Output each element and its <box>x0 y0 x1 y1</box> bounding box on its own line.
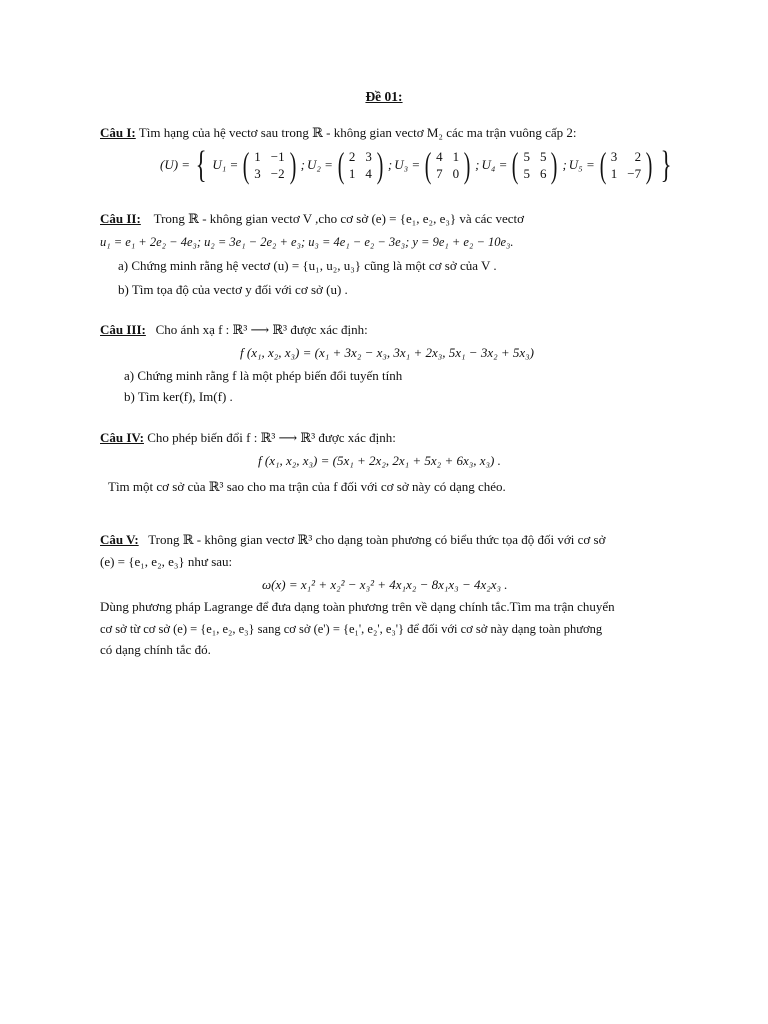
matrix-cell: 5 <box>523 149 530 164</box>
matrix-grid <box>254 148 284 182</box>
question-5-line-4: cơ sở từ cơ sở (e) = {e₁, e₂, e₃} sang cơ sở (e') = {e₁', e₂', e₃'} để đối với cơ sở này dạng toàn phương <box>100 622 603 636</box>
matrix-cell: 1 <box>610 166 618 181</box>
matrix-cell: 3 <box>610 149 618 164</box>
matrix-grid <box>611 148 641 182</box>
left-paren: ( <box>424 145 432 185</box>
matrix-list <box>212 147 655 183</box>
matrix-cell: 0 <box>452 166 460 181</box>
question-3-heading: Câu III: <box>100 322 146 337</box>
question-5-line-3: Dùng phương pháp Lagrange để đưa dạng toàn phương trên về dạng chính tắc.Tìm ma trận chuyển <box>100 599 615 614</box>
matrix-cell: 2 <box>348 149 356 164</box>
matrix-grid <box>436 148 459 182</box>
question-3-line-1: Cho ánh xạ f : ℝ³ ⟶ ℝ³ được xác định: <box>155 322 368 337</box>
question-3-formula: f (x₁, x₂, x₃) = (x₁ + 3x₂ − x₃, 3x₁ + 2x₃, 5x₁ − 3x₂ + 5x₃) <box>240 345 534 360</box>
matrix-cell: −1 <box>270 149 285 164</box>
matrix-3 <box>394 147 479 183</box>
matrix-grid <box>349 148 372 182</box>
question-3-prompt <box>100 321 368 339</box>
matrix-cell: 5 <box>539 149 547 164</box>
page-title: Đề 01: <box>365 89 403 104</box>
question-2-prompt <box>100 210 524 228</box>
matrix-cell: 3 <box>254 166 261 181</box>
matrix-separator: ; <box>387 157 393 172</box>
matrix-label: U₅ = <box>568 157 595 172</box>
matrix-cell: 4 <box>436 149 443 164</box>
right-paren: ) <box>376 145 384 185</box>
right-paren: ) <box>463 145 471 185</box>
matrix-cell: 7 <box>436 166 443 181</box>
matrix-separator: ; <box>300 157 305 172</box>
question-4-line-1: Cho phép biến đổi f : ℝ³ ⟶ ℝ³ được xác định: <box>147 430 396 445</box>
matrix-label: U₄ = <box>481 157 508 172</box>
right-brace: } <box>660 144 672 186</box>
matrix-cell: −2 <box>270 166 285 181</box>
question-5-line-1: Trong ℝ - không gian vectơ ℝ³ cho dạng toàn phương có biểu thức tọa độ đối với cơ sở <box>148 532 606 547</box>
question-4-heading: Câu IV: <box>100 430 144 445</box>
question-2-item-b: b) Tìm tọa độ của vectơ y đối với cơ sở (u) . <box>118 282 348 297</box>
question-3-item-b: b) Tìm ker(f), Im(f) . <box>124 389 233 404</box>
question-5-formula: ω(x) = x₁² + x₂² − x₃² + 4x₁x₂ − 8x₁x₃ − 4x₂x₃ . <box>262 577 508 592</box>
left-brace: { <box>195 144 207 186</box>
matrix-set-label: (U) = <box>160 157 191 172</box>
matrix-1 <box>212 147 305 183</box>
matrix-separator: ; <box>562 157 567 172</box>
left-paren: ( <box>337 145 345 185</box>
matrix-2 <box>307 147 392 183</box>
question-2-heading: Câu II: <box>100 211 141 226</box>
question-5-line-5: có dạng chính tắc đó. <box>100 642 211 657</box>
matrix-cell: 3 <box>365 149 372 164</box>
matrix-cell: 2 <box>634 149 642 164</box>
matrix-set-row <box>160 146 675 184</box>
right-paren: ) <box>289 145 296 185</box>
matrix-4 <box>482 147 567 183</box>
matrix-grid <box>523 148 546 182</box>
matrix-separator: ; <box>475 157 480 172</box>
matrix-cell: −7 <box>627 166 642 181</box>
question-1-text: Tìm hạng của hệ vectơ sau trong ℝ - không gian vectơ M₂ các ma trận vuông cấp 2: <box>138 125 577 140</box>
matrix-cell: 6 <box>539 166 547 181</box>
question-1-matrix-set <box>160 146 675 186</box>
matrix-cell: 5 <box>523 166 530 181</box>
right-paren: ) <box>645 145 653 185</box>
question-4-line-2: Tìm một cơ sở của ℝ³ sao cho ma trận của f đối với cơ sở này có dạng chéo. <box>108 479 506 494</box>
left-paren: ( <box>599 145 607 185</box>
question-5-prompt <box>100 531 605 549</box>
question-1-prompt <box>100 124 577 142</box>
question-1-heading: Câu I: <box>100 125 136 140</box>
matrix-cell: 1 <box>452 149 460 164</box>
matrix-label: U₃ = <box>394 157 421 172</box>
matrix-label: U₂ = <box>306 157 333 172</box>
matrix-cell: 1 <box>254 149 261 164</box>
question-5-line-2: (e) = {e₁, e₂, e₃} như sau: <box>100 554 233 569</box>
right-paren: ) <box>551 145 558 185</box>
question-4-prompt <box>100 429 396 447</box>
question-4-formula: f (x₁, x₂, x₃) = (5x₁ + 2x₂, 2x₁ + 5x₂ + 6x₃, x₃) . <box>258 453 501 468</box>
question-5-heading: Câu V: <box>100 532 139 547</box>
matrix-label: U₁ = <box>212 157 239 172</box>
question-2-item-a: a) Chứng minh rằng hệ vectơ (u) = {u₁, u₂, u₃} cũng là một cơ sở của V . <box>118 258 497 273</box>
question-3-item-a: a) Chứng minh rằng f là một phép biến đổi tuyến tính <box>124 368 403 383</box>
question-2-line-1: Trong ℝ - không gian vectơ V ,cho cơ sở (e) = {e₁, e₂, e₃} và các vectơ <box>153 211 524 226</box>
left-paren: ( <box>242 145 250 185</box>
matrix-cell: 1 <box>348 166 356 181</box>
matrix-cell: 4 <box>365 166 372 181</box>
matrix-5 <box>569 147 655 183</box>
question-2-line-2: u₁ = e₁ + 2e₂ − 4e₃; u₂ = 3e₁ − 2e₂ + e₃; u₃ = 4e₁ − e₂ − 3e₃; y = 9e₁ + e₂ − 10e₃. <box>100 235 514 249</box>
left-paren: ( <box>512 145 519 185</box>
